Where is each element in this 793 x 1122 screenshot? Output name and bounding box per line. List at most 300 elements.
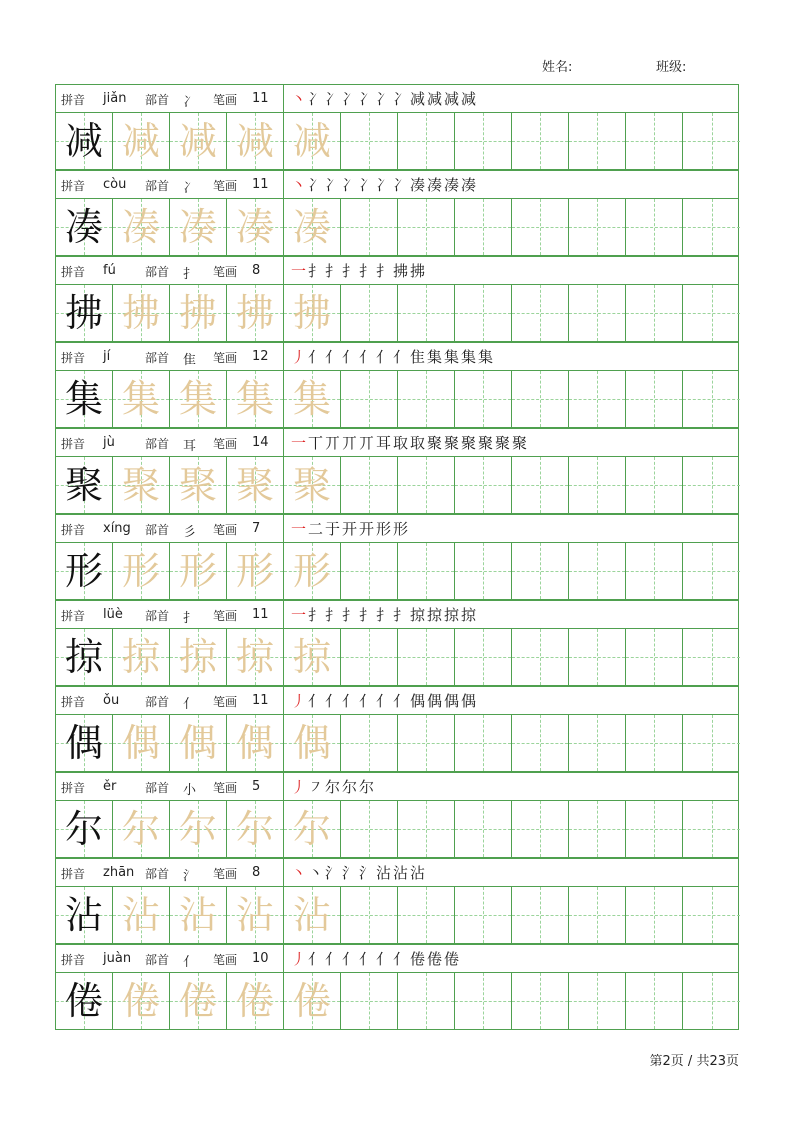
stroke-step: 尔 bbox=[358, 778, 374, 796]
stroke-step: 氵 bbox=[324, 864, 340, 882]
stroke-step: 偶 bbox=[460, 692, 476, 710]
pinyin-label: 拼音 bbox=[61, 609, 86, 623]
blank-practice-cell[interactable] bbox=[341, 199, 398, 255]
stroke-step: 凑 bbox=[443, 176, 459, 194]
trace-character: 聚 bbox=[292, 463, 331, 507]
stroke-step: 丶 bbox=[290, 176, 306, 194]
trace-character: 尔 bbox=[178, 807, 217, 851]
blank-practice-cell[interactable] bbox=[626, 801, 683, 857]
blank-practice-cell[interactable] bbox=[626, 715, 683, 771]
stroke-step: 扌 bbox=[341, 606, 357, 624]
stroke-step: 亻 bbox=[375, 692, 391, 710]
model-character-cell bbox=[56, 113, 113, 169]
stroke-step: 扌 bbox=[392, 606, 408, 624]
trace-character-cell[interactable] bbox=[227, 629, 284, 685]
character-entry bbox=[55, 428, 739, 514]
trace-character-cell[interactable] bbox=[170, 199, 227, 255]
trace-character: 凑 bbox=[121, 205, 160, 249]
stroke-step: 减 bbox=[409, 90, 425, 108]
character-meta bbox=[56, 515, 284, 542]
character-entry bbox=[55, 514, 739, 600]
blank-practice-cell[interactable] bbox=[341, 371, 398, 427]
blank-practice-cell[interactable] bbox=[398, 715, 455, 771]
blank-practice-cell[interactable] bbox=[341, 973, 398, 1029]
trace-character-cell[interactable] bbox=[170, 887, 227, 943]
trace-character-cell[interactable] bbox=[284, 199, 341, 255]
trace-character-cell[interactable] bbox=[284, 801, 341, 857]
writing-row bbox=[55, 972, 739, 1030]
stroke-step: 丿 bbox=[290, 692, 306, 710]
blank-practice-cell[interactable] bbox=[569, 285, 626, 341]
trace-character-cell[interactable] bbox=[284, 629, 341, 685]
trace-character-cell[interactable] bbox=[113, 113, 170, 169]
trace-character-cell[interactable] bbox=[227, 801, 284, 857]
trace-character: 拂 bbox=[292, 291, 331, 335]
trace-character: 倦 bbox=[292, 979, 331, 1023]
stroke-count-value: 8 bbox=[252, 263, 261, 278]
blank-practice-cell[interactable] bbox=[683, 371, 740, 427]
blank-practice-cell[interactable] bbox=[683, 973, 740, 1029]
character-info-row bbox=[55, 858, 739, 886]
model-character-cell bbox=[56, 285, 113, 341]
model-character: 聚 bbox=[64, 463, 103, 507]
pinyin-value: jiǎn bbox=[103, 91, 127, 106]
stroke-step: 扌 bbox=[324, 606, 340, 624]
blank-practice-cell[interactable] bbox=[455, 629, 512, 685]
blank-practice-cell[interactable] bbox=[398, 629, 455, 685]
stroke-step: 扌 bbox=[341, 262, 357, 280]
trace-character-cell[interactable] bbox=[284, 715, 341, 771]
radical-label: 部首 bbox=[145, 867, 170, 881]
blank-practice-cell[interactable] bbox=[569, 543, 626, 599]
blank-practice-cell[interactable] bbox=[341, 543, 398, 599]
trace-character-cell[interactable] bbox=[113, 973, 170, 1029]
blank-practice-cell[interactable] bbox=[512, 801, 569, 857]
stroke-order-sequence bbox=[284, 429, 738, 456]
stroke-step: 冫 bbox=[341, 90, 357, 108]
trace-character: 尔 bbox=[235, 807, 274, 851]
trace-character: 集 bbox=[235, 377, 274, 421]
blank-practice-cell[interactable] bbox=[341, 801, 398, 857]
blank-practice-cell[interactable] bbox=[683, 887, 740, 943]
trace-character-cell[interactable] bbox=[170, 543, 227, 599]
trace-character-cell[interactable] bbox=[170, 457, 227, 513]
stroke-step: 扌 bbox=[307, 606, 323, 624]
blank-practice-cell[interactable] bbox=[683, 113, 740, 169]
radical-label: 部首 bbox=[145, 609, 170, 623]
stroke-count-value: 8 bbox=[252, 865, 261, 880]
blank-practice-cell[interactable] bbox=[683, 715, 740, 771]
blank-practice-cell[interactable] bbox=[398, 801, 455, 857]
trace-character: 掠 bbox=[292, 635, 331, 679]
stroke-count-label: 笔画 bbox=[213, 953, 238, 967]
pinyin-value: fú bbox=[103, 263, 116, 278]
trace-character-cell[interactable] bbox=[170, 629, 227, 685]
radical-label: 部首 bbox=[145, 351, 170, 365]
trace-character-cell[interactable] bbox=[113, 629, 170, 685]
stroke-step: 凑 bbox=[426, 176, 442, 194]
character-entry bbox=[55, 256, 739, 342]
stroke-step: 集 bbox=[443, 348, 459, 366]
stroke-step: 开 bbox=[358, 520, 374, 538]
stroke-count-label: 笔画 bbox=[213, 609, 238, 623]
trace-character-cell[interactable] bbox=[227, 371, 284, 427]
trace-character: 沾 bbox=[178, 893, 217, 937]
blank-practice-cell[interactable] bbox=[455, 285, 512, 341]
character-info-row bbox=[55, 84, 739, 112]
blank-practice-cell[interactable] bbox=[512, 629, 569, 685]
radical-value: 彡 bbox=[183, 525, 197, 540]
blank-practice-cell[interactable] bbox=[683, 457, 740, 513]
stroke-step: 冫 bbox=[324, 90, 340, 108]
model-character-cell bbox=[56, 629, 113, 685]
stroke-step: 冫 bbox=[341, 176, 357, 194]
stroke-step: 亻 bbox=[375, 348, 391, 366]
character-meta bbox=[56, 85, 284, 112]
trace-character-cell[interactable] bbox=[284, 543, 341, 599]
pinyin-label: 拼音 bbox=[61, 523, 86, 537]
character-info-row bbox=[55, 514, 739, 542]
stroke-step: 丌 bbox=[324, 434, 340, 452]
trace-character: 倦 bbox=[235, 979, 274, 1023]
blank-practice-cell[interactable] bbox=[341, 887, 398, 943]
stroke-step: 冫 bbox=[307, 176, 323, 194]
blank-practice-cell[interactable] bbox=[569, 629, 626, 685]
blank-practice-cell[interactable] bbox=[341, 285, 398, 341]
pinyin-label: 拼音 bbox=[61, 695, 86, 709]
stroke-step: 耳 bbox=[375, 434, 391, 452]
model-character-cell bbox=[56, 543, 113, 599]
blank-practice-cell[interactable] bbox=[455, 715, 512, 771]
stroke-step: 取 bbox=[409, 434, 425, 452]
trace-character: 拂 bbox=[121, 291, 160, 335]
stroke-order-sequence bbox=[284, 85, 738, 112]
blank-practice-cell[interactable] bbox=[569, 715, 626, 771]
blank-practice-cell[interactable] bbox=[626, 887, 683, 943]
stroke-step: 一 bbox=[290, 606, 306, 624]
trace-character: 沾 bbox=[292, 893, 331, 937]
blank-practice-cell[interactable] bbox=[569, 457, 626, 513]
trace-character-cell[interactable] bbox=[170, 801, 227, 857]
blank-practice-cell[interactable] bbox=[512, 887, 569, 943]
radical-value: 扌 bbox=[183, 611, 197, 626]
trace-character-cell[interactable] bbox=[284, 887, 341, 943]
blank-practice-cell[interactable] bbox=[626, 457, 683, 513]
stroke-step: 一 bbox=[290, 434, 306, 452]
blank-practice-cell[interactable] bbox=[512, 199, 569, 255]
blank-practice-cell[interactable] bbox=[512, 113, 569, 169]
model-character: 集 bbox=[64, 377, 103, 421]
trace-character-cell[interactable] bbox=[170, 715, 227, 771]
character-info-row bbox=[55, 600, 739, 628]
stroke-step: 扌 bbox=[375, 606, 391, 624]
trace-character-cell[interactable] bbox=[113, 371, 170, 427]
blank-practice-cell[interactable] bbox=[398, 973, 455, 1029]
blank-practice-cell[interactable] bbox=[683, 629, 740, 685]
stroke-step: 集 bbox=[460, 348, 476, 366]
trace-character-cell[interactable] bbox=[284, 113, 341, 169]
blank-practice-cell[interactable] bbox=[455, 801, 512, 857]
writing-row bbox=[55, 886, 739, 944]
radical-label: 部首 bbox=[145, 953, 170, 967]
stroke-count-label: 笔画 bbox=[213, 781, 238, 795]
character-info-row bbox=[55, 428, 739, 456]
stroke-step: 亻 bbox=[358, 692, 374, 710]
trace-character: 凑 bbox=[178, 205, 217, 249]
stroke-step: 亻 bbox=[375, 950, 391, 968]
writing-row bbox=[55, 284, 739, 342]
blank-practice-cell[interactable] bbox=[398, 543, 455, 599]
stroke-step: ㇇ bbox=[307, 778, 323, 796]
writing-row bbox=[55, 456, 739, 514]
stroke-step: 一 bbox=[290, 520, 306, 538]
stroke-step: 亻 bbox=[358, 348, 374, 366]
model-character: 尔 bbox=[64, 807, 103, 851]
stroke-step: 于 bbox=[324, 520, 340, 538]
blank-practice-cell[interactable] bbox=[569, 113, 626, 169]
blank-practice-cell[interactable] bbox=[455, 199, 512, 255]
stroke-step: 倦 bbox=[426, 950, 442, 968]
stroke-step: 亻 bbox=[307, 950, 323, 968]
stroke-step: 取 bbox=[392, 434, 408, 452]
trace-character-cell[interactable] bbox=[113, 801, 170, 857]
stroke-step: 丶 bbox=[290, 90, 306, 108]
trace-character-cell[interactable] bbox=[170, 285, 227, 341]
stroke-step: 氵 bbox=[341, 864, 357, 882]
stroke-step: 亻 bbox=[392, 348, 408, 366]
blank-practice-cell[interactable] bbox=[341, 629, 398, 685]
trace-character: 凑 bbox=[235, 205, 274, 249]
character-info-row bbox=[55, 944, 739, 972]
trace-character: 掠 bbox=[235, 635, 274, 679]
stroke-count-value: 11 bbox=[252, 693, 269, 708]
blank-practice-cell[interactable] bbox=[569, 199, 626, 255]
trace-character-cell[interactable] bbox=[227, 543, 284, 599]
blank-practice-cell[interactable] bbox=[626, 199, 683, 255]
stroke-step: 拂 bbox=[409, 262, 425, 280]
trace-character-cell[interactable] bbox=[227, 887, 284, 943]
writing-row bbox=[55, 370, 739, 428]
pinyin-label: 拼音 bbox=[61, 781, 86, 795]
trace-character-cell[interactable] bbox=[284, 285, 341, 341]
model-character-cell bbox=[56, 199, 113, 255]
blank-practice-cell[interactable] bbox=[341, 715, 398, 771]
stroke-step: 冫 bbox=[375, 176, 391, 194]
trace-character: 偶 bbox=[121, 721, 160, 765]
blank-practice-cell[interactable] bbox=[398, 887, 455, 943]
model-character: 掠 bbox=[64, 635, 103, 679]
blank-practice-cell[interactable] bbox=[341, 457, 398, 513]
model-character-cell bbox=[56, 887, 113, 943]
blank-practice-cell[interactable] bbox=[398, 199, 455, 255]
trace-character: 倦 bbox=[178, 979, 217, 1023]
radical-value: 亻 bbox=[183, 697, 197, 712]
radical-value: 隹 bbox=[183, 353, 197, 368]
stroke-step: 掠 bbox=[460, 606, 476, 624]
trace-character-cell[interactable] bbox=[170, 113, 227, 169]
stroke-step: 掠 bbox=[409, 606, 425, 624]
blank-practice-cell[interactable] bbox=[398, 371, 455, 427]
blank-practice-cell[interactable] bbox=[626, 285, 683, 341]
trace-character-cell[interactable] bbox=[113, 457, 170, 513]
stroke-count-value: 11 bbox=[252, 177, 269, 192]
pinyin-value: xíng bbox=[103, 521, 131, 536]
character-entry bbox=[55, 944, 739, 1030]
trace-character-cell[interactable] bbox=[113, 285, 170, 341]
blank-practice-cell[interactable] bbox=[455, 371, 512, 427]
stroke-step: 冫 bbox=[392, 90, 408, 108]
stroke-step: 掠 bbox=[426, 606, 442, 624]
character-meta bbox=[56, 601, 284, 628]
blank-practice-cell[interactable] bbox=[455, 887, 512, 943]
radical-label: 部首 bbox=[145, 179, 170, 193]
radical-value: 小 bbox=[183, 783, 197, 798]
blank-practice-cell[interactable] bbox=[512, 457, 569, 513]
blank-practice-cell[interactable] bbox=[683, 285, 740, 341]
page-indicator: 第2页 / 共23页 bbox=[649, 1054, 739, 1069]
radical-value: 冫 bbox=[183, 95, 197, 110]
blank-practice-cell[interactable] bbox=[626, 371, 683, 427]
blank-practice-cell[interactable] bbox=[569, 801, 626, 857]
stroke-step: 冫 bbox=[392, 176, 408, 194]
blank-practice-cell[interactable] bbox=[683, 543, 740, 599]
stroke-step: 偶 bbox=[426, 692, 442, 710]
trace-character-cell[interactable] bbox=[113, 715, 170, 771]
blank-practice-cell[interactable] bbox=[512, 371, 569, 427]
pinyin-value: jù bbox=[103, 435, 115, 450]
stroke-step: 丿 bbox=[290, 778, 306, 796]
stroke-step: 偶 bbox=[443, 692, 459, 710]
stroke-step: 集 bbox=[477, 348, 493, 366]
blank-practice-cell[interactable] bbox=[398, 113, 455, 169]
character-entry bbox=[55, 84, 739, 170]
blank-practice-cell[interactable] bbox=[341, 113, 398, 169]
trace-character-cell[interactable] bbox=[227, 113, 284, 169]
character-entry bbox=[55, 342, 739, 428]
stroke-count-value: 11 bbox=[252, 607, 269, 622]
blank-practice-cell[interactable] bbox=[569, 973, 626, 1029]
stroke-order-sequence bbox=[284, 515, 738, 542]
stroke-count-label: 笔画 bbox=[213, 93, 238, 107]
blank-practice-cell[interactable] bbox=[398, 457, 455, 513]
pinyin-label: 拼音 bbox=[61, 93, 86, 107]
pinyin-label: 拼音 bbox=[61, 265, 86, 279]
trace-character-cell[interactable] bbox=[227, 973, 284, 1029]
blank-practice-cell[interactable] bbox=[455, 113, 512, 169]
trace-character-cell[interactable] bbox=[284, 371, 341, 427]
trace-character-cell[interactable] bbox=[113, 543, 170, 599]
trace-character-cell[interactable] bbox=[113, 887, 170, 943]
trace-character-cell[interactable] bbox=[113, 199, 170, 255]
trace-character: 形 bbox=[121, 549, 160, 593]
blank-practice-cell[interactable] bbox=[683, 199, 740, 255]
blank-practice-cell[interactable] bbox=[455, 457, 512, 513]
trace-character: 偶 bbox=[178, 721, 217, 765]
model-character: 形 bbox=[64, 549, 103, 593]
blank-practice-cell[interactable] bbox=[398, 285, 455, 341]
model-character-cell bbox=[56, 801, 113, 857]
stroke-order-sequence bbox=[284, 859, 738, 886]
blank-practice-cell[interactable] bbox=[626, 973, 683, 1029]
stroke-step: 凑 bbox=[460, 176, 476, 194]
character-entry bbox=[55, 686, 739, 772]
stroke-step: 沾 bbox=[409, 864, 425, 882]
blank-practice-cell[interactable] bbox=[569, 887, 626, 943]
stroke-step: 减 bbox=[460, 90, 476, 108]
trace-character-cell[interactable] bbox=[227, 285, 284, 341]
stroke-count-value: 11 bbox=[252, 91, 269, 106]
stroke-count-label: 笔画 bbox=[213, 523, 238, 537]
stroke-step: 丶 bbox=[307, 864, 323, 882]
trace-character-cell[interactable] bbox=[284, 457, 341, 513]
blank-practice-cell[interactable] bbox=[626, 113, 683, 169]
trace-character-cell[interactable] bbox=[284, 973, 341, 1029]
stroke-step: 亻 bbox=[307, 348, 323, 366]
trace-character: 偶 bbox=[292, 721, 331, 765]
stroke-step: 扌 bbox=[358, 262, 374, 280]
blank-practice-cell[interactable] bbox=[512, 715, 569, 771]
model-character-cell bbox=[56, 457, 113, 513]
stroke-step: 二 bbox=[307, 520, 323, 538]
trace-character-cell[interactable] bbox=[170, 371, 227, 427]
stroke-step: 亻 bbox=[392, 950, 408, 968]
trace-character: 集 bbox=[121, 377, 160, 421]
radical-value: 氵 bbox=[183, 869, 197, 884]
practice-sheet bbox=[55, 84, 739, 1030]
model-character-cell bbox=[56, 973, 113, 1029]
blank-practice-cell[interactable] bbox=[569, 371, 626, 427]
trace-character: 聚 bbox=[178, 463, 217, 507]
stroke-step: 丌 bbox=[341, 434, 357, 452]
stroke-step: 丌 bbox=[358, 434, 374, 452]
blank-practice-cell[interactable] bbox=[455, 543, 512, 599]
trace-character-cell[interactable] bbox=[227, 457, 284, 513]
stroke-step: 亻 bbox=[392, 692, 408, 710]
pinyin-value: lüè bbox=[103, 607, 123, 622]
trace-character-cell[interactable] bbox=[227, 199, 284, 255]
writing-row bbox=[55, 198, 739, 256]
character-meta bbox=[56, 171, 284, 198]
blank-practice-cell[interactable] bbox=[512, 973, 569, 1029]
blank-practice-cell[interactable] bbox=[683, 801, 740, 857]
writing-row bbox=[55, 542, 739, 600]
trace-character: 掠 bbox=[121, 635, 160, 679]
character-meta bbox=[56, 343, 284, 370]
stroke-step: 亻 bbox=[324, 950, 340, 968]
stroke-step: 丶 bbox=[290, 864, 306, 882]
blank-practice-cell[interactable] bbox=[626, 543, 683, 599]
stroke-step: 凑 bbox=[409, 176, 425, 194]
blank-practice-cell[interactable] bbox=[512, 543, 569, 599]
trace-character-cell[interactable] bbox=[170, 973, 227, 1029]
stroke-count-value: 12 bbox=[252, 349, 269, 364]
blank-practice-cell[interactable] bbox=[455, 973, 512, 1029]
blank-practice-cell[interactable] bbox=[512, 285, 569, 341]
stroke-step: 沾 bbox=[392, 864, 408, 882]
trace-character: 形 bbox=[235, 549, 274, 593]
trace-character-cell[interactable] bbox=[227, 715, 284, 771]
blank-practice-cell[interactable] bbox=[626, 629, 683, 685]
stroke-step: 丿 bbox=[290, 348, 306, 366]
stroke-step: 氵 bbox=[358, 864, 374, 882]
stroke-step: 亻 bbox=[341, 692, 357, 710]
trace-character: 拂 bbox=[235, 291, 274, 335]
stroke-step: 聚 bbox=[477, 434, 493, 452]
stroke-step: 形 bbox=[392, 520, 408, 538]
stroke-step: 扌 bbox=[324, 262, 340, 280]
stroke-step: 尔 bbox=[341, 778, 357, 796]
sheet-header bbox=[0, 56, 793, 76]
